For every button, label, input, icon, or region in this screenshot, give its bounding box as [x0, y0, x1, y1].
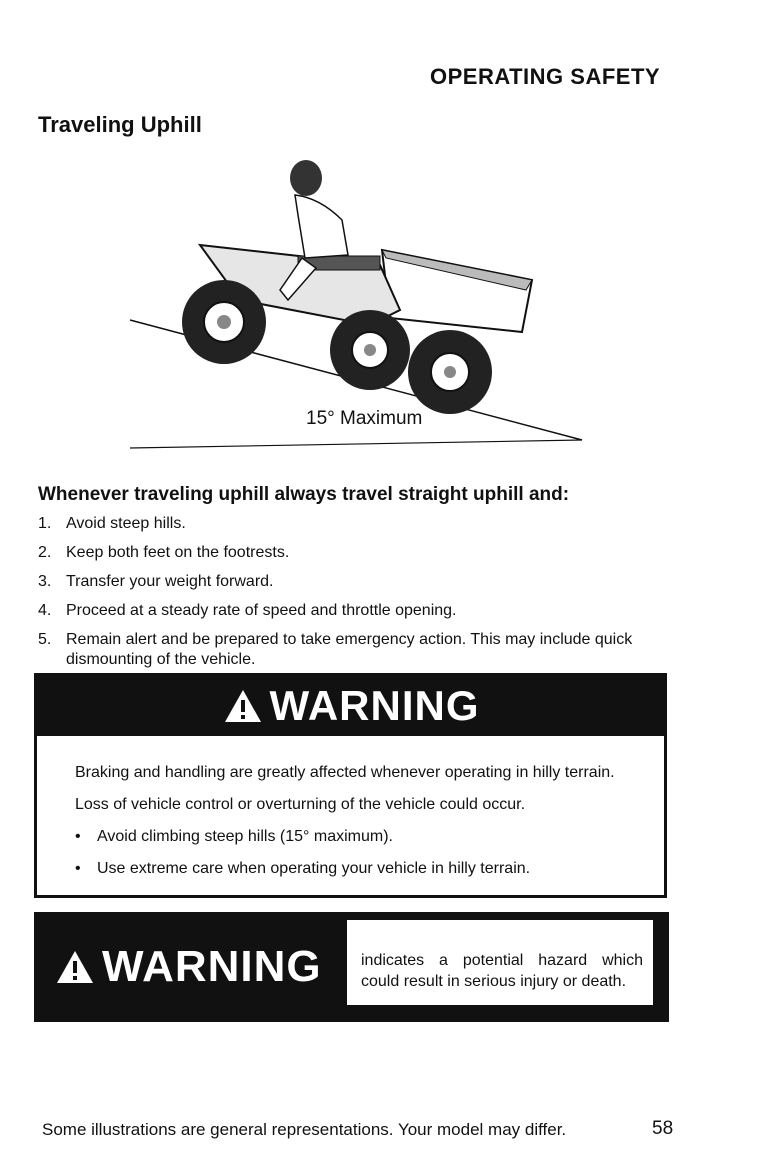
- warning-legend: [34, 912, 669, 1022]
- front-wheel: [182, 280, 266, 364]
- step-text: Proceed at a steady rate of speed and throttle opening.: [66, 602, 457, 619]
- legend-text: indicates a potential hazard which could result in serious injury or death.: [347, 920, 653, 1005]
- step-text: Keep both feet on the footrests.: [66, 544, 290, 561]
- page-title: Traveling Uphill: [38, 112, 202, 137]
- warning-paragraph: Loss of vehicle control or overturning of the vehicle could occur.: [75, 796, 526, 813]
- warning-body: [75, 762, 645, 890]
- middle-wheel: [330, 310, 410, 390]
- bullet-text: Avoid climbing steep hills (15° maximum).: [97, 828, 393, 845]
- legend-warning-label: [54, 942, 322, 992]
- page-number: 58: [652, 1118, 674, 1139]
- step-number: 1.: [38, 515, 52, 532]
- warning-triangle-icon: [54, 947, 96, 987]
- warning-triangle-icon: [222, 686, 264, 726]
- warning-bullet: [75, 826, 645, 848]
- list-item: [38, 514, 718, 534]
- rear-wheel: [408, 330, 492, 414]
- step-text: Remain alert and be prepared to take emergency action. This may include quick dismounting of the vehicle.: [66, 631, 633, 668]
- step-number: 4.: [38, 602, 52, 619]
- footer-note: Some illustrations are general representations. Your model may differ.: [42, 1120, 567, 1139]
- warning-banner: [37, 676, 664, 736]
- step-text: Transfer your weight forward.: [66, 573, 274, 590]
- list-item: [38, 630, 718, 670]
- step-number: 2.: [38, 544, 52, 561]
- bullet-icon: •: [75, 860, 81, 877]
- bullet-icon: •: [75, 828, 81, 845]
- warning-bullet: [75, 858, 645, 880]
- section-header: OPERATING SAFETY: [430, 64, 661, 89]
- slope-label: 15° Maximum: [306, 408, 423, 429]
- list-item: [38, 572, 718, 592]
- warning-paragraph: Braking and handling are greatly affected whenever operating in hilly terrain.: [75, 764, 615, 781]
- step-number: 3.: [38, 573, 52, 590]
- warning-box: [34, 673, 667, 898]
- warning-title: WARNING: [269, 682, 480, 729]
- bullet-text: Use extreme care when operating your vehicle in hilly terrain.: [97, 860, 531, 877]
- list-item: [38, 543, 718, 563]
- instructions-heading: Whenever traveling uphill always travel straight uphill and:: [38, 484, 570, 505]
- step-number: 5.: [38, 631, 52, 648]
- legend-title: WARNING: [102, 942, 322, 991]
- steps-list: [38, 514, 718, 679]
- list-item: [38, 601, 718, 621]
- step-text: Avoid steep hills.: [66, 515, 186, 532]
